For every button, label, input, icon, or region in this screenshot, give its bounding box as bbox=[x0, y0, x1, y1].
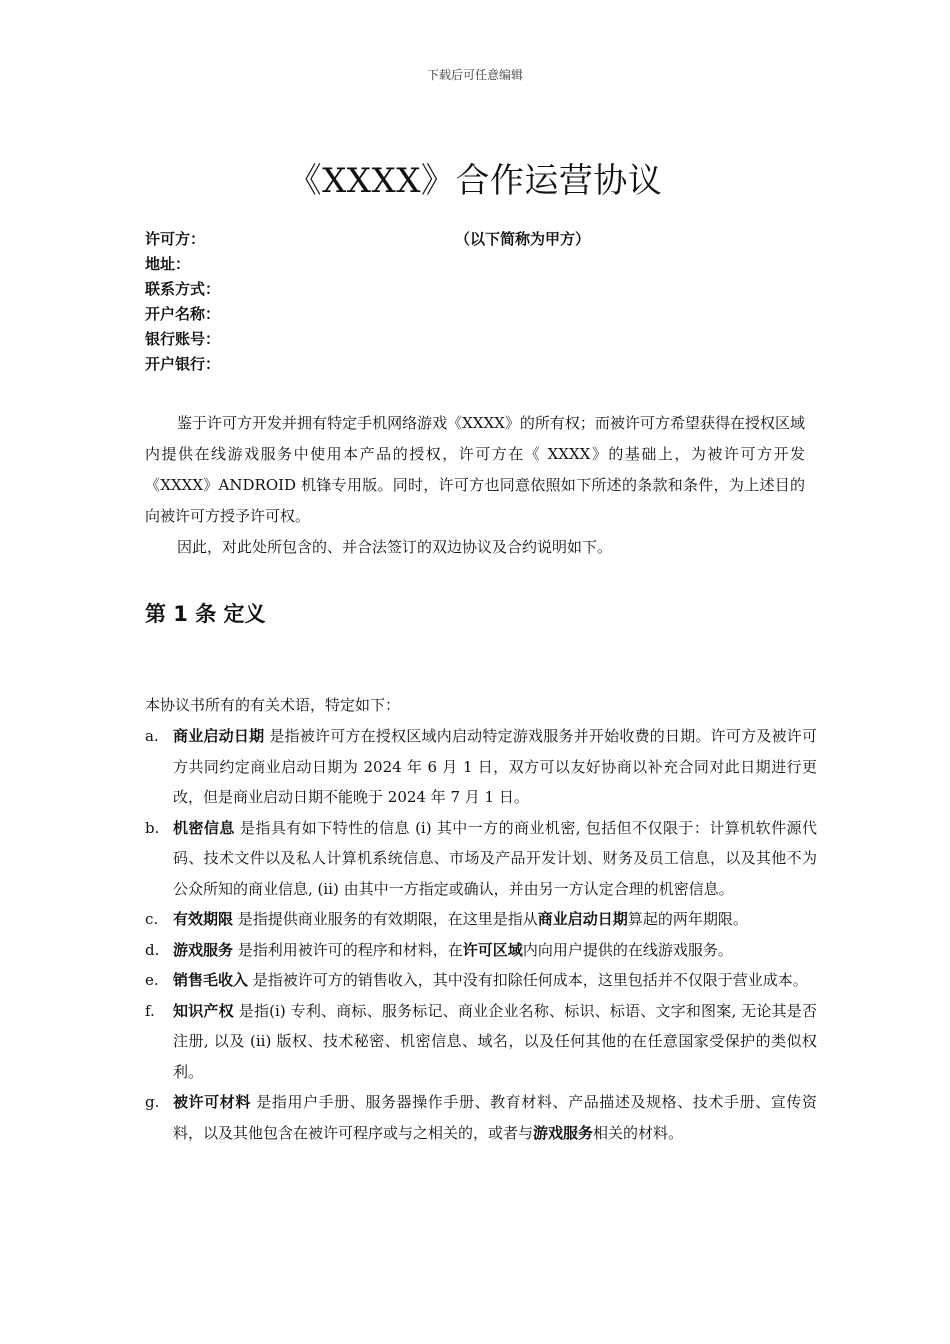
definition-item bbox=[145, 935, 817, 966]
definition-term-ref: 游戏服务 bbox=[533, 1123, 594, 1142]
definition-term: 游戏服务 bbox=[173, 940, 234, 959]
licensor-note: （以下简称为甲方） bbox=[455, 230, 591, 248]
definition-term-ref: 商业启动日期 bbox=[537, 910, 628, 928]
section-1-title: 第 1 条 定义 bbox=[145, 602, 266, 626]
bank-account-label: 银行账号： bbox=[145, 330, 221, 348]
header-note: 下载后可任意编辑 bbox=[426, 68, 523, 82]
definition-letter: c. bbox=[145, 910, 159, 928]
contact-label: 联系方式： bbox=[145, 280, 221, 298]
definition-text: 是指利用被许可的程序和材料，在 bbox=[233, 940, 463, 959]
definition-letter: b. bbox=[145, 818, 160, 837]
definition-term: 被许可材料 bbox=[173, 1093, 251, 1111]
definition-letter: f. bbox=[145, 1001, 155, 1020]
definition-text: 是指(i) 专利、商标、服务标记、商业企业名称、标识、标语、文字和图案, 无论其是否注册, 以及 (ii) 版权、技术秘密、机密信息、域名，以及任何其他的在任意国家受保护的类似权利。 bbox=[173, 1001, 817, 1081]
definition-item bbox=[145, 996, 817, 1088]
definition-term: 知识产权 bbox=[173, 1001, 234, 1020]
licensor-label: 许可方： bbox=[145, 230, 206, 248]
definition-item bbox=[145, 965, 817, 996]
definition-text: 是指具有如下特性的信息 (i) 其中一方的商业机密, 包括但不仅限于：计算机软件源代码、技术文件以及私人计算机系统信息、市场及产品开发计划、财务及员工信息，以及其他不为公众所知的商业信息, (ii) 由其中一方指定或确认，并由另一方认定合理的机密信息。 bbox=[173, 818, 817, 898]
definition-item bbox=[145, 1087, 817, 1148]
definition-item bbox=[145, 813, 817, 905]
definition-letter: g. bbox=[145, 1093, 160, 1111]
bank-label: 开户银行： bbox=[145, 355, 221, 373]
definition-text-tail: 算起的两年期限。 bbox=[627, 910, 748, 928]
definition-term: 商业启动日期 bbox=[173, 727, 265, 745]
definition-text: 是指提供商业服务的有效期限，在这里是指从 bbox=[233, 910, 538, 928]
definition-term-ref: 许可区域 bbox=[462, 940, 523, 959]
definition-text-tail: 相关的材料。 bbox=[593, 1123, 684, 1142]
party-info bbox=[145, 227, 220, 377]
preamble bbox=[145, 408, 805, 563]
document-title: 《XXXX》合作运营协议 bbox=[287, 161, 663, 201]
definitions-list bbox=[145, 721, 817, 1148]
address-label: 地址： bbox=[145, 255, 191, 273]
definitions-intro: 本协议书所有的有关术语，特定如下： bbox=[145, 696, 401, 714]
definition-item bbox=[145, 721, 817, 813]
definition-text-tail: 内向用户提供的在线游戏服务。 bbox=[522, 940, 733, 959]
definition-term: 机密信息 bbox=[173, 818, 235, 837]
definition-text: 是指用户手册、服务器操作手册、教育材料、产品描述及规格、技术手册、宣传资料，以及其他包含在被许可程序或与之相关的，或者与 bbox=[173, 1093, 817, 1142]
definition-term: 销售毛收入 bbox=[173, 971, 249, 989]
definition-letter: e. bbox=[145, 971, 159, 989]
definition-text: 是指被许可方的销售收入，其中没有扣除任何成本，这里包括并不仅限于营业成本。 bbox=[248, 971, 808, 989]
definition-text: 是指被许可方在授权区域内启动特定游戏服务并开始收费的日期。许可方及被许可方共同约定商业启动日期为 2024 年 6 月 1 日，双方可以友好协商以补充合同对此日期进行更改，但是商业启动日期不能晚于 2024 年 7 月 1 日。 bbox=[173, 727, 817, 806]
definition-letter: a. bbox=[145, 727, 159, 745]
preamble-paragraph-1: 鉴于许可方开发并拥有特定手机网络游戏《XXXX》的所有权；而被许可方希望获得在授权区域内提供在线游戏服务中使用本产品的授权，许可方在《 XXXX》的基础上，为被许可方开发《XXXX》ANDROID 机锋专用版。同时，许可方也同意依照如下所述的条款和条件，为上述目的向被许可方授予许可权。 bbox=[145, 414, 805, 525]
preamble-paragraph-2: 因此，对此处所包含的、并合法签订的双边协议及合约说明如下。 bbox=[177, 538, 613, 556]
account-name-label: 开户名称： bbox=[145, 305, 221, 323]
definition-term: 有效期限 bbox=[173, 910, 234, 928]
definition-letter: d. bbox=[145, 940, 160, 959]
definition-item bbox=[145, 904, 817, 935]
